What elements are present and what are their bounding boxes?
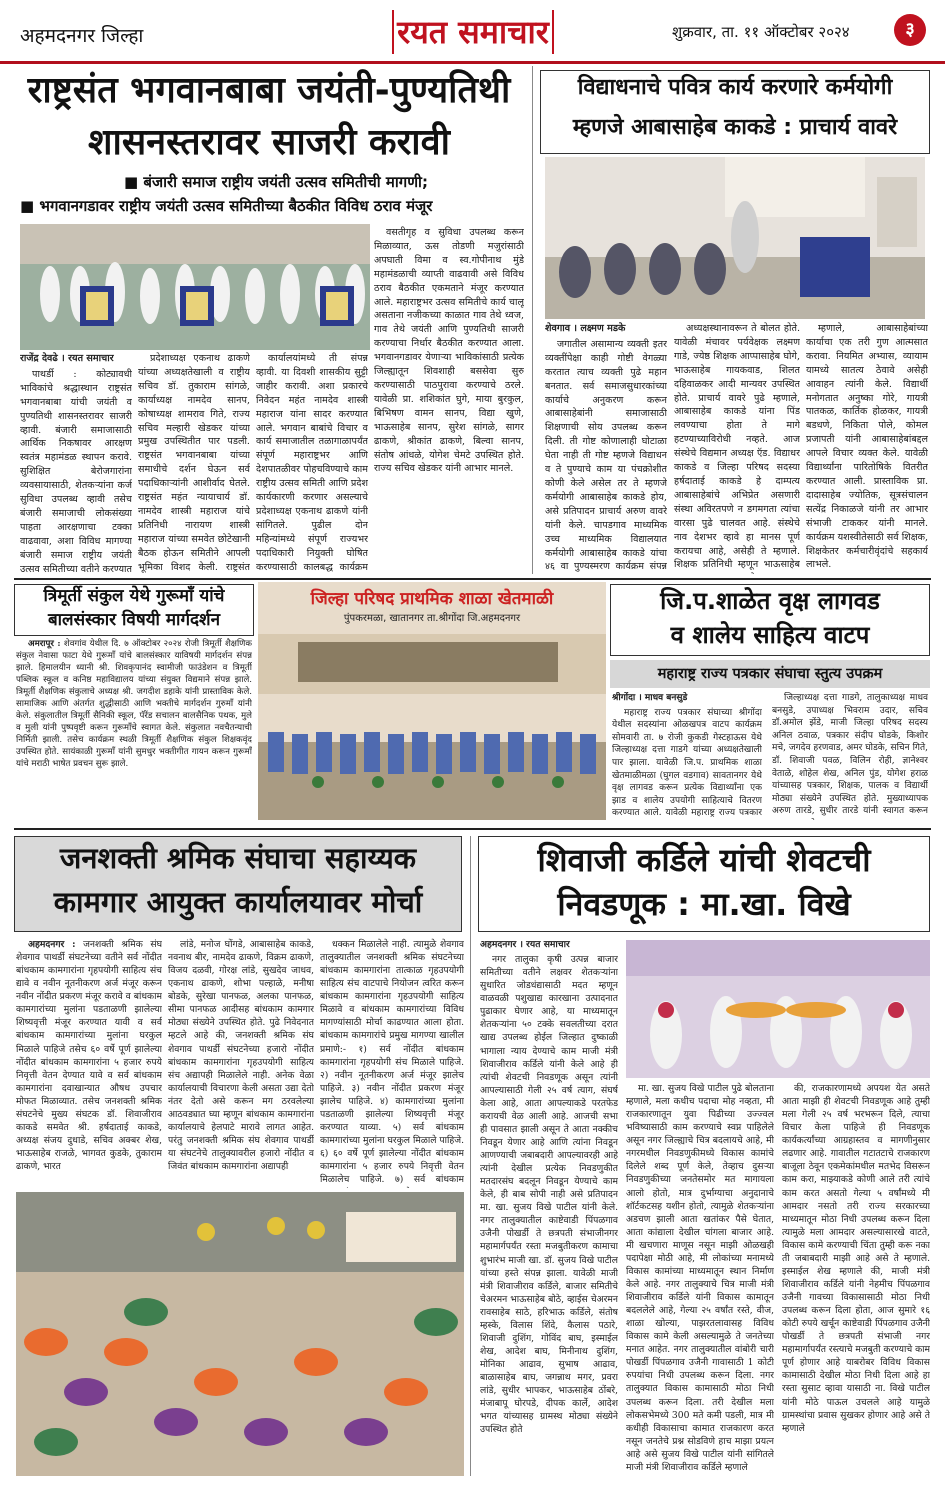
story1-headline-1: राष्ट्रसंत भगवानबाबा जयंती-पुण्यतिथी: [27, 70, 511, 111]
story6-column-3: [782, 1082, 930, 1476]
story5-photo: [16, 1192, 464, 1476]
story2-column-2: [674, 322, 800, 574]
school-banner-sub: पुंपकरमळा, खातानगर ता.श्रीगोंदा जि.अहमदनगर: [343, 613, 521, 624]
story1-column-3: [256, 352, 368, 574]
story1-byline: राजेंद्र देवढे । रयत समाचार: [20, 353, 114, 364]
story1-photo: [20, 224, 370, 350]
story5-text-2: लांडे, मनोज घोंगडे, आबासाहेब काकडे, नवनाथ बीर, नामदेव ढाकणे, विक्रम ढाकणे, विजय दळवी, गोरक्ष लांडे, सुखदेव जाधव, एकनाथ ढाकणे, शोभा पल्हाळे, मनीषा बोडके, सुरेखा पानफळ, अलका पानफळ, सीमा पानफळ आदीसह बांधकाम कामगार मोठ्या संख्येने उपस्थित होते. पुढे निवेदनात म्हटले आहे की, जनशक्ती श्रमिक संघ शेवगाव पाथर्डी संघटनेच्या हजारो नोंदीत बांधकाम कामगारांना गृहउपयोगी साहित्य संच अद्यापही मिळालेले नाही. अनेक वेळा कार्यालयाची विचारणा केली असता उद्या देतो नंतर देतो असे करून मग ठरवलेल्या आठवड्यात घ्या म्हणून बांधकाम कामगारांना कार्यालयाचे हेलपाटे मारावे लागत आहेत. परंतु जनशक्ती श्रमिक संघ शेवगाव पाथर्डी या संघटनेचे तालुक्यावरील हजारो नोंदीत व जिवंत बांधकाम कामगारांना अद्यापही: [168, 939, 314, 1173]
story3-body: [16, 638, 252, 822]
story5-text-1: जनशक्ती श्रमिक संघ शेवगाव पाथर्डी संघटनेच्या वतीने सर्व नोंदीत बांधकाम कामगारांना गृहपयोगी साहित्य संच द्यावे व नवीन नूतनीकरण अर्ज मंजूर करून नवीन नोंदीत प्रकरण मंजूर करावे व बांधकाम कामगारांच्या मुलांना पडताळणी झालेल्या शिष्यवृत्ती मंजूर करण्यात यावी व सर्व बांधकाम कामगारांच्या मुलांना घरकुल मिळाले पाहिजे तसेच ६० वर्षे पूर्ण झालेल्या नोंदीत बांधकाम कामगारांना ५ हजार रुपये निवृत्ती वेतन देण्यात यावे व सर्व बांधकाम कामगारांना दवाखान्यात औषध उपचार मोफत मिळाव्यात. तसेच जनशक्ती श्रमिक संघटनेचे मुख्य संघटक डॉ. शिवाजीराव काकडे समवेत श्री. हर्षदाताई काकडे, अध्यक्ष संजय दुधाडे, सचिव अक्बर शेख, भाऊसाहेब राजळे, भागवत कुडके, तुकाराम ढाकणे, भारत: [16, 939, 162, 1173]
story3-byline: अमरापूर :: [28, 639, 61, 649]
story4-subheading: महाराष्ट्र राज्य पत्रकार संघाचा स्तुत्य उपक्रम: [610, 660, 930, 688]
felicitation-image: [626, 940, 930, 1078]
issue-date: शुक्रवार, ता. ११ ऑक्टोबर २०२४: [672, 23, 850, 41]
story6-column-1: [480, 938, 618, 1476]
story4-text-2: जिल्हाध्यक्ष दत्ता गाडगे, तालुकाध्यक्ष माधव बनसुडे, उपाध्यक्ष भिवराम उदार, सचिव डॉ.अमोल झेंडे, माजी जिल्हा परिषद सदस्य अनिल ठवाळ, पत्रकार संदीप घोडके, किशोर मचे, जगदेव हरणवाड, अमर घोडके, सचिन गिते, डॉ. शिवाजी पवळ, विलिन रोही, ज्ञानेश्वर वेताळे, शोहेल शेख, अनिल पुंड, योगेश हराळ यांच्यासह पत्रकार, शिक्षक, पालक व विद्यार्थी मोठ्या संख्येने उपस्थित होते. मुख्याध्यापक अरुण तारडे, सुधीर तारडे यांनी स्वागत करून: [772, 693, 928, 817]
story6-text-2: मा. खा. सुजय विखे पाटील पुढे बोलताना म्हणाले, मला कधीच पदाचा मोह नव्हता, मी राजकारणातून युवा पिढीच्या उज्ज्वल भविष्यासाठी काम करण्याचे स्वप्न पाहिलेले असून नगर जिल्ह्याचे चित्र बदलायचे आहे, मी नगरमधील निवडणुकीमध्ये विकास कामांचे दिलेले शब्द पूर्ण केले, तेव्हाच दुसऱ्या निवडणुकीच्या जनतेसमोर मत मागायला आलो होतो, मात्र दुर्भाग्याचा अनुदानाचे शॉर्टकटसह यशीन होतो, त्यामुळे शेतकऱ्यांना अडचण झाली आता खतांकर पैसे घेतात, आता कांद्याला देखील चांगला बाजार आहे. मी खचणारा माणूस नसून माझी ओळखही पदापेक्षा मोठी आहे, मी लोकांच्या मनामध्ये विकास कामांच्या माध्यमातून स्थान निर्माण केले आहे. नगर तालुक्याचे चित्र माजी मंत्री शिवाजीराव कर्डिले यांनी विकास कामातून बदललेले आहे, गेल्या २५ वर्षांत रस्ते, वीज, शाळा खोल्या, पाझरतलावासह विविध विकास कामे केली असल्यामुळे ते जनतेच्या मनात आहेत. नगर तालुक्यातील वांबोरी चारी पोखर्डी पिंपळगाव उजैनी गावासाठी 1 कोटी रुपयांचा निधी उपलब्ध करून दिला. नगर तालुक्यात विकास कामासाठी मोठा निधी उपलब्ध करून दिला. तरी देखील मला लोकसभेमध्ये 300 मते कमी पडली, मात्र मी कधीही विकासाचा कामात राजकारण करत नसून जनतेचे प्रश्न सोडविणे हाच माझा प्रयत्न आहे असे सुजय विखे पाटील यांनी सांगितले माजी मंत्री शिवाजीराव कर्डिले म्हणाले: [626, 1083, 774, 1473]
story2-column-3: [806, 322, 928, 574]
story2-photo: [545, 157, 925, 319]
story2-text-3: म्हणाले, आबासाहेबांच्या कार्याचा एक तरी गुण आत्मसात करावा. नियमित अभ्यास, व्यायाम यामध्ये सातत्य ठेवावे असेही आवाहन त्यांनी केले. विद्यार्थी मनोगतात अनुष्का गोरे, गायत्री पातकळ, कार्तिक होळकर, गायत्री बडधणे, निकिता पोले, कोमल प्रजापती यांनी आबासाहेबांबद्दल आपले विचार व्यक्त केले. यावेळी विद्यार्थ्यांना पारितोषिके वितरीत करण्यात आली. प्रास्ताविक प्रा. दादासाहेब ज्योतिक, सूत्रसंचालन सत्येंद्र निकाळजे यांनी तर आभार संभाजी टाककर यांनी मानले. कार्यक्रम यशस्वीतेसाठी सर्व शिक्षक, शिक्षकेतर कर्मचारीवृंदांचे सहकार्य लाभले.: [806, 323, 928, 571]
story1-column-4: [374, 226, 524, 574]
story4-text-1: महाराष्ट्र राज्य पत्रकार संघाच्या श्रीगोंदा येथील सदस्यांना ओळखपत्र वाटप कार्यक्रम सोमवारी ता. ७ रोजी कुकडी गेस्टहाऊस येथे जिल्हाध्यक्ष दत्ता गाडगे यांच्या अध्यक्षतेखाली पार झाला. यावेळी जि.प. प्राथमिक शाळा खेतमाळीमळा (घुगल वडगाव) सावतानगर येथे वृक्ष लागवड करून प्रत्येक विद्यार्थ्यांना एक झाड व शालेय उपयोगी साहित्याचे वितरण करण्यात आले. यावेळी महाराष्ट्र राज्य पत्रकार: [612, 707, 762, 819]
story2-text-2: अध्यक्षस्थानावरून ते बोलत होते. यावेळी मंचावर पर्यवेक्षक लक्ष्मण गाडे, ज्येष्ठ शिक्षक आप्पासाहेब घोगे, भाऊसाहेब गायकवाड, शिलत दहिवाळकर आदी मान्यवर उपस्थित होते. प्राचार्य वावरे पुढे म्हणाले, आबासाहेब काकडे यांना पिंड लवण्याचा होता ते मागे हटण्याच्याविरोधी नव्हते. आज संस्थेचे विद्यमान अध्यक्ष ऍड. विद्याधर काकडे व जिल्हा परिषद सदस्या हर्षदाताई काकडे हे दाम्पत्य आबासाहेबांचे अभिप्रेत असणारी संस्था अविरतपणे न डगमगता त्यांचा वारसा पुढे चालवत आहे. संस्थेचे नाव देशभर व्हावे हा मानस पूर्ण करायचा आहे, असेही ते म्हणाले. शिक्षक प्रतिनिधी म्हणून भाऊसाहेब: [674, 323, 800, 571]
story1-column-1: [20, 352, 132, 574]
story2-byline: शेवगाव । लक्ष्मण मडके: [545, 323, 626, 334]
story4-headline-2: व शालेय साहित्य वाटप: [670, 621, 870, 649]
school-banner-text: जिल्हा परिषद प्राथमिक शाळा खेतमाळी: [310, 589, 554, 609]
story6-photo: [626, 940, 930, 1078]
story5-column-1: [16, 938, 162, 1188]
story4-column-1: [612, 692, 762, 820]
story5-headline-2: कामगार आयुक्त कार्यालयावर मोर्चा: [53, 885, 423, 919]
story1-text-3: कार्यालयांमध्ये ती संपन्न व्हावी. या दिवशी शासकीय सुट्टी जाहीर करावी. अशा प्रकारचे निवेदन महंत नामदेव शास्त्री महाराज यांना सादर करण्यात आले. भगवान बाबांचे विचार व कार्य समाजातील तळागाळापर्यंत संपूर्ण महाराष्ट्रभर आणि देशपातळीवर पोहचविण्याचे काम राष्ट्रीय उत्सव समिती आणि प्रदेश कार्यकारणी करणार असल्याचे प्रदेशाध्यक्ष एकनाथ ढाकणे यांनी सांगितले. पुढील दोन महिन्यांमध्ये संपूर्ण राज्यभर पदाधिकारी नियुक्ती घोषित करण्यासाठी कालबद्ध कार्यक्रम: [256, 353, 368, 573]
story1-column-2: [138, 352, 250, 574]
event-photo-image: [545, 157, 925, 319]
story4-byline: श्रीगोंदा । माधव बनसुडे: [612, 693, 688, 703]
story6-column-2: [626, 1082, 774, 1476]
story6-byline: अहमदनगर । रयत समाचार: [480, 939, 570, 950]
section-name: अहमदनगर जिल्हा: [20, 25, 144, 47]
story6-headline-2: निवडणूक : मा.खा. विखे: [557, 885, 851, 923]
story1-text-4: वसतीगृह व सुविधा उपलब्ध करून मिळाव्यात, ऊस तोडणी मजुरांसाठी अपघाती विमा व स्व.गोपीनाथ मुंडे महामंडळाची व्याप्ती वाढवावी असे विविध ठराव बैठकीत एकमताने मंजूर करण्यात आले. महाराष्ट्रभर उत्सव समितीचे कार्य चालू असताना नजीकच्या काळात गाव तेथे ध्वज, गाव तेथे जयंती आणि पुण्यतिथी साजरी करण्याचा निर्धार बैठकीत करण्यात आला. भगवानगडावर येणाऱ्या भाविकांसाठी प्रत्येक जिल्ह्यातून शिवशाही बससेवा सुरु करण्यासाठी पाठपुरावा करण्याचे ठरले. यावेळी प्रा. शशिकांत घुगे, माया बुरकुल, बिभिषण वामन सानप, विद्या खुणे, भाऊसाहेब सानप, सुरेश सांगळे, सागर ढाकणे, श्रीकांत ढाकणे, बिल्वा सानप, संतोष आंधळे, योगेश चेमटे उपस्थित होते. राज्य सचिव खेडकर यांनी आभार मानले.: [374, 227, 524, 475]
story2-column-1: [545, 322, 667, 574]
story5-byline: अहमदनगर :: [28, 939, 76, 950]
story5-text-3: धक्कन मिळालेले नाही. त्यामुळे शेवगाव तालुक्यातील जनशक्ती श्रमिक संघटनेच्या बांधकाम कामगारांना तात्काळ गृहउपयोगी साहित्य संच वाटपाचे नियोजन त्वरित करून बांधकाम कामगारांना गृहउपयोगी साहित्य मिळावे व बांधकाम कामगारांच्या विविध मागण्यांसाठी मोर्चा काढण्यात आला होता. बांधकाम कामगारांचे प्रमुख मागण्या खालील प्रमाणे:- १) सर्व नोंदीत बांधकाम कामगारांना गृहपयोगी संच मिळाले पाहिजे. २) नवीन नूतनीकरण अर्ज मंजूर झालेच पाहिजे. ३) नवीन नोंदीत प्रकरण मंजूर झालेच पाहिजे. ४) कामगारांच्या मुलांना पडताळणी झालेल्या शिष्यवृत्ती मंजूर करण्यात याव्या. ५) सर्व बांधकाम कामगारांच्या मुलांना घरकुल मिळाले पाहिजे. ६) ६० वर्षे पूर्ण झालेल्या नोंदीत बांधकाम कामगारांना ५ हजार रुपये निवृत्ती वेतन मिळालेच पाहिजे. ७) सर्व बांधकाम: [320, 939, 464, 1186]
protest-crowd-image: [16, 1192, 464, 1476]
story6-text-1: नगर तालुका कृषी उत्पन्न बाजार समितीच्या वतीने लक्षवर शेतकऱ्यांना सुधारित जोडधंद्यासाठी मदत म्हणून वाळवळी पशुखाद्य कारखाना उत्पादनात पुढाकार घेणार आहे, या माध्यमातून शेतकऱ्यांना ५० टक्के सवलतीच्या दरात खाद्य उपलब्ध होईल जिल्हात दुष्काळी भागाला न्याय देण्याचे काम माजी मंत्री शिवाजीराव कर्डिले यांनी केले आहे ही त्यांची शेवटची निवडणूक असून त्यांनी आपल्यासाठी गेली २५ वर्ष त्याग, संघर्ष केला आहे, आता आपल्याकडे परतफेड करायची वेळ आली आहे. आजची सभा ही पावसात झाली असून ते आता नक्कीच निवडून येणार आहे आणि त्यांना निवडून आणण्याची जबाबदारी आपल्यावरही आहे त्यांनी देखील प्रत्येक निवडणुकीत मतदारसंघ बदलून निवडून येण्याचे काम केले, ही बाब सोपी नाही असे प्रतिपादन मा. खा. सुजय विखे पाटील यांनी केले. नगर तालुक्यातील काष्टेवाडी पिंपळगाव उजैनी पोखर्डी ते छत्रपती संभाजीनगर महामार्गपर्यंत रस्ता मजबुतीकरण कामाचा शुभारंभ माजी खा. डॉ. सुजय विखे पाटील यांच्या हस्ते संपन्न झाला. यावेळी माजी मंत्री शिवाजीराव कर्डिले, बाजार समितीचे चेअरमन भाऊसाहेब बोठे, व्हाईस चेअरमन रावसाहेब साठे, हरिभाऊ कर्डिले, संतोष म्हस्के, विलास शिंदे, कैलास पठारे, शिवाजी दुशिंग, गोविंद बाघ, इस्माईल शेख, आदेश बाघ, मिनीनाथ दुशिंग, मोनिका आढाव, सुभाष आढाव, बाळासाहेब बाघ, जगन्नाथ मगर, प्रवरा लांडे, सुधीर भापकर, भाऊसाहेब ठोंबरे, मंजाबापू घोरपडे, दीपक कार्ले, आदेश भगत यांच्यासह ग्रामस्थ मोठ्या संख्येने उपस्थित होते: [480, 954, 618, 1436]
story3-text: शेवगांव येथील दि. ७ ऑक्टोबर २०२४ रोजी त्रिमूर्ती शैक्षणिक संकुल नेवासा फाटा येथे गुरूमाँ यांचे बालसंस्कार याविषयी मार्गदर्शन संपन्न झाले. हिमालयीन ध्यानी श्री. शिवकृपानंद स्वामीजी फाउंडेशन व त्रिमूर्ती पब्लिक स्कूल व कनिष्ठ महाविद्यालय यांच्या संयुक्त विद्यमाने संपन्न झाले. त्रिमूर्ती शैक्षणिक संकुलाचे अध्यक्ष श्री. जगदीश डहाके यांनी प्रास्ताविक केले. सामाजिक आणि अंतर्गत शुद्धीसाठी आणि भक्तीचे मार्गदर्शन गुरुमाँ यांनी केले. संकुलातील त्रिमूर्ती सैनिकी स्कूल, पॅरेंड सचालन बालसैनिक पथक, मुले व मुली यांनी पुष्पवृष्टी करून गुरूमाँचे स्वागत केले. संकुलात नवचैतन्याची निर्मिती झाली. तसेच कार्यक्रम स्थळी त्रिमूर्ती शैक्षणिक संकुल शिक्षकवृंद उपस्थित होते. सायंकाळी गुरूमाँ यांनी सुमधुर भक्तीगीत गायन करून गुरूमाँ यांचे मराठी भाषेत प्रवचन सुरू झाले.: [16, 639, 252, 770]
story1-text-1: पाथर्डी : कोट्यावधी भाविकांचे श्रद्धास्थान राष्ट्रसंत भगवानबाबा यांची जयंती व पुण्यतिथी शासनस्तरावर साजरी व्हावी. बंजारी समाजासाठी आर्थिक निकषावर आरक्षण स्वतंत्र महामंडळ स्थापन करावे. सुशिक्षित बेरोजगारांना व्यवसायासाठी, शेतकऱ्यांना कर्ज सुविधा उपलब्ध व्हावी तसेच बंजारी समाजाची लोकसंख्या पाहता आरक्षणाचा टक्का वाढवावा, अशा विविध मागण्या बंजारी समाज राष्ट्रीय जयंती उत्सव समितीच्या वतीने करण्यात: [20, 368, 132, 574]
column-divider-2: [470, 836, 471, 1476]
story1-text-2: प्रदेशाध्यक्ष एकनाथ ढाकणे यांच्या अध्यक्षतेखाली व राष्ट्रीय सचिव डॉ. तुकाराम सांगळे, कार्याध्यक्ष नामदेव सानप, कोषाध्यक्ष शामराव गिते, राज्य सचिव मल्हारी खेडकर यांच्या प्रमुख उपस्थितीत पार पडली. राष्ट्रसंत भगवानबाबा यांच्या समाधीचे दर्शन घेऊन सर्व पदाधिकाऱ्यांनी आशीर्वाद घेतले. राष्ट्रसंत महंत न्यायाचार्य डॉ. नामदेव शास्त्री महाराज यांचे प्रतिनिधी नारायण शास्त्री महाराज यांच्या समवेत छोटेखानी बैठक होऊन समितीने आपली भूमिका विशद केली. राष्ट्रसंत: [138, 353, 250, 573]
story5-column-3: [320, 938, 464, 1188]
story5-column-2: [168, 938, 314, 1188]
story2-text-1: जगातील असामान्य व्यक्ती इतर व्यक्तींपेक्षा काही गोष्टी वेगळ्या करतात त्याच व्यक्ती पुढे महान बनतात. सर्व समाजसुधारकांच्या कार्याचे अनुकरण करून आबासाहेबांनी समाजासाठी शिक्षणाची सोय उपलब्ध करून दिली. ती गोष्ट कोणालाही घोटाळा घेता नाही ती गोष्ट म्हणजे विद्याधन व ते पुण्याचे काम या पंचक्रोशीत कोणी केले असेल तर ते म्हणजे कर्मयोगी आबासाहेब काकडे होय, असे प्रतिपादन प्राचार्य अरुण वावरे यांनी केले. चापडगाव माध्यमिक उच्च माध्यमिक विद्यालयात कर्मयोगी आबासाहेब काकडे यांचा ४६ वा पुण्यस्मरण कार्यक्रम संपन्न: [545, 338, 667, 573]
story3-headline-1: त्रिमूर्ती संकुल येथे गुरूमाँ यांचे: [43, 586, 225, 606]
story6-text-3: की, राजकारणामध्ये अपयश येत असते आता माझी ही शेवटची निवडणूक आहे तुम्ही मला गेली २५ वर्ष भरभरून दिले, त्याचा विचार केला पाहिजे ही निवडणूक कार्यकर्त्यांच्या आग्रहास्तव व मागणीनुसार लढणार आहे. गावातील गटातटाचे राजकारण बाजूला ठेवून एकमेकांमधील मतभेद विसरून काम करा, माझ्याकडे कोणी आले तरी त्यांचे काम करत असतो गेल्या ५ वर्षांमध्ये मी आमदार नसतो तरी राज्य सरकारच्या माध्यमातून मोठा निधी उपलब्ध करून दिला त्यामुळे मला आमदार असल्यासारखे वाटते, विकास कामे करण्याची चिंता तुम्ही करू नका ती जबाबदारी माझी आहे असे ते म्हणाले. इस्माईल शेख म्हणाले की, माजी मंत्री शिवाजीराव कर्डिले यांनी नेहमीच पिंपळगाव उजैनी गावच्या विकासासाठी मोठा निधी उपलब्ध करून दिला होता, आज सुमारे १६ कोटी रुपये खर्चून काष्टेवाडी पिंपळगाव उजैनी पोखर्डी ते छत्रपती संभाजी नगर महामार्गापर्यंत रस्त्याचे मजबुती करण्याचे काम पूर्ण होणार आहे याबरोबर विविध विकास कामासाठी देखील मोठा निधी दिला आहे हा रस्ता सुसाट व्हावा यासाठी ना. विखे पाटील यांनी मोठे पाऊल उचलले आहे यामुळे ग्रामस्थांचा प्रवास सुखकर होणार आहे असे ते म्हणाले: [782, 1083, 930, 1434]
section-divider-1: [14, 578, 931, 580]
story2-headline-2: म्हणजे आबासाहेब काकडे : प्राचार्य वावरे: [572, 115, 898, 140]
story4-column-2: [772, 692, 928, 820]
story4-headline-1: जि.प.शाळेत वृक्ष लागवड: [660, 587, 880, 615]
story2-headline-1: विद्याधनाचे पवित्र कार्य करणारे कर्मयोगी: [577, 75, 893, 100]
section-divider-2: [14, 828, 931, 830]
newspaper-logo: रयत समाचार: [392, 10, 554, 54]
story5-headline-1: जनशक्ती श्रमिक संघाचा सहाय्यक: [59, 841, 417, 875]
story3-headline-2: बालसंस्कार विषयी मार्गदर्शन: [47, 610, 221, 630]
story1-headline-2: शासनस्तरावर साजरी करावी: [88, 122, 450, 163]
story6-headline-1: शिवाजी कर्डिले यांची शेवटची: [537, 841, 871, 879]
story1-bullet-1: ■ बंजारी समाज राष्ट्रीय जयंती उत्सव समितीची मागणी;: [124, 173, 428, 191]
column-divider: [532, 66, 533, 574]
page-number: ३: [894, 14, 926, 46]
story1-bullet-2: ■ भगवानगडावर राष्ट्रीय जयंती उत्सव समितीच्या बैठकीत विविध ठराव मंजूर: [20, 197, 433, 215]
group-photo-image: [20, 224, 370, 350]
